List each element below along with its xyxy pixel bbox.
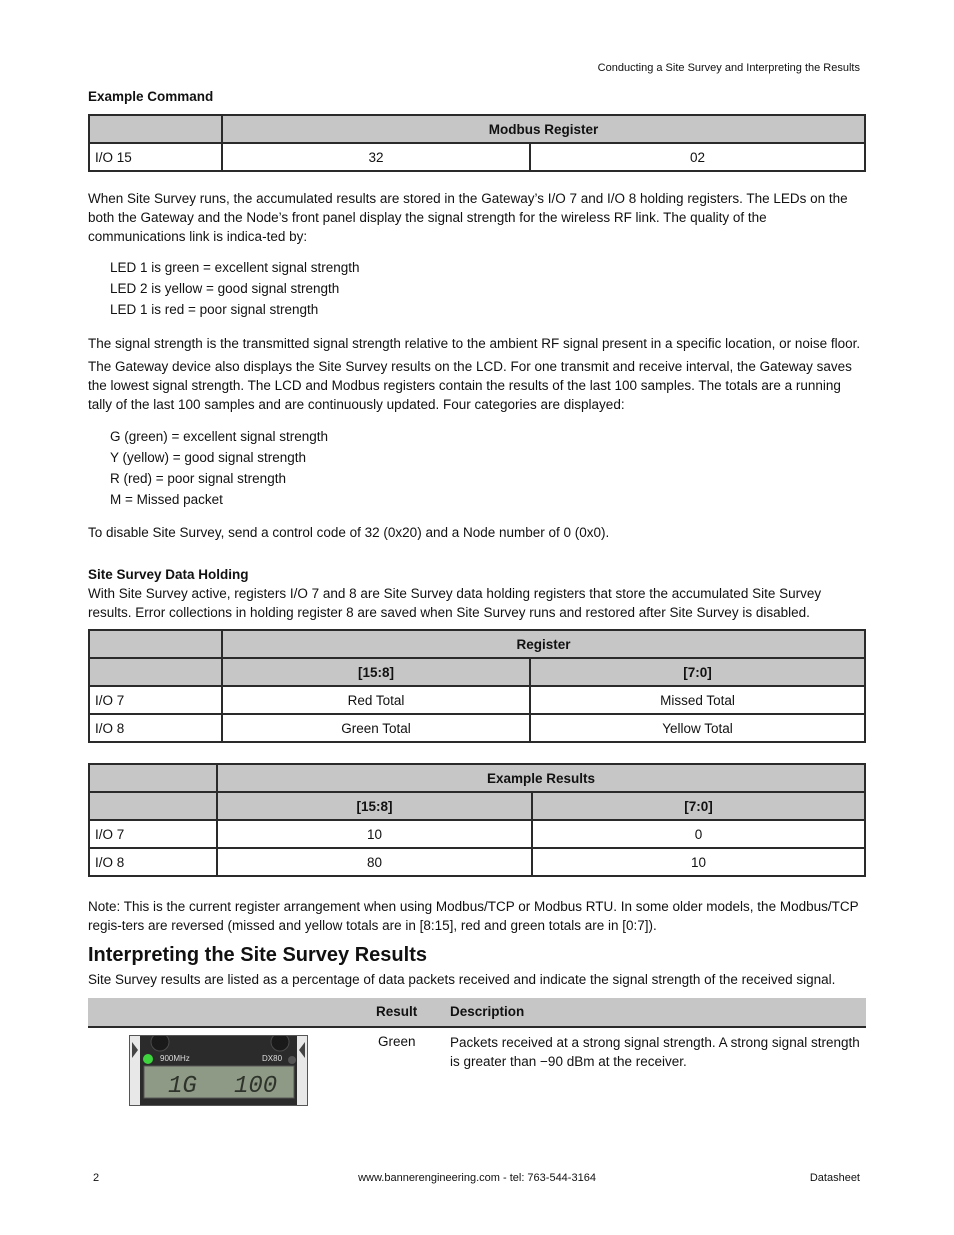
list-item: LED 1 is green = excellent signal strength [110, 260, 360, 275]
table-row [89, 686, 865, 714]
row-label: I/O 7 [89, 686, 222, 714]
table-row [89, 143, 865, 171]
table-cell: Yellow Total [530, 714, 865, 742]
list-item: G (green) = excellent signal strength [110, 429, 328, 444]
table-corner-cell [89, 658, 222, 686]
disable-paragraph: To disable Site Survey, send a control code of 32 (0x20) and a Node number of 0 (0x0). [88, 525, 610, 540]
led-list [110, 257, 360, 320]
band-label: 900MHz [160, 1054, 190, 1063]
list-item: LED 2 is yellow = good signal strength [110, 281, 340, 296]
list-item: M = Missed packet [110, 492, 223, 507]
led-indicator-icon [143, 1054, 153, 1064]
table-cell: 0 [532, 820, 865, 848]
result-description: Packets received at a strong signal strength. A strong signal strength is greater than −90 dBm at the receiver. [450, 1035, 860, 1069]
table-header: Example Results [217, 764, 865, 792]
lcd-paragraph: The Gateway device also displays the Site Survey results on the LCD. For one transmit and receive interval, the Gateway saves the lowest signal strength. The LCD and Modbus registers contain the results of the last 100 samples. The totals are a running tally of the last 100 samples and are continuously updated. Four categories are displayed: [88, 359, 852, 412]
register-table [88, 629, 866, 743]
data-holding-heading: Site Survey Data Holding [88, 567, 249, 582]
table-header: Modbus Register [222, 115, 865, 143]
table-cell: Red Total [222, 686, 530, 714]
example-command-heading: Example Command [88, 89, 214, 104]
row-label: I/O 7 [89, 820, 217, 848]
row-label: I/O 8 [89, 714, 222, 742]
table-cell: 10 [532, 848, 865, 876]
section-title: Interpreting the Site Survey Results [88, 944, 427, 966]
example-results-table [88, 763, 866, 877]
table-row [89, 820, 865, 848]
result-value: Green [378, 1034, 416, 1049]
table-corner-cell [89, 764, 217, 792]
column-header: [15:8] [222, 658, 530, 686]
note-paragraph: Note: This is the current register arrangement when using Modbus/TCP or Modbus RTU. In some older models, the Modbus/TCP regis-ters are reversed (missed and yellow totals are in [8:15], red and green totals are in [0:7]). [88, 899, 859, 933]
list-item: R (red) = poor signal strength [110, 471, 286, 486]
table-cell: 80 [217, 848, 532, 876]
column-header-description: Description [450, 1004, 525, 1019]
results-table-header [88, 998, 866, 1028]
column-header: [7:0] [530, 658, 865, 686]
table-cell: 32 [222, 143, 530, 171]
interpreting-intro: Site Survey results are listed as a percentage of data packets received and indicate the signal strength of the received signal. [88, 972, 836, 987]
table-corner-cell [89, 792, 217, 820]
table-header: Register [222, 630, 865, 658]
list-item: Y (yellow) = good signal strength [110, 450, 306, 465]
category-list [110, 426, 328, 510]
lcd-left-readout: 1G [168, 1073, 197, 1100]
table-cell: Green Total [222, 714, 530, 742]
device-panel-graphic [130, 1036, 307, 1105]
column-header-result: Result [376, 1004, 418, 1019]
row-label: I/O 8 [89, 848, 217, 876]
table-corner-cell [89, 115, 222, 143]
data-holding-paragraph: With Site Survey active, registers I/O 7 and 8 are Site Survey data holding registers that store the accumulated Site Survey results. Error collections in holding register 8 are saved when Site Survey runs and restored after Site Survey is disabled. [88, 586, 822, 620]
lcd-right-readout: 100 [234, 1073, 278, 1100]
model-label: DX80 [262, 1054, 283, 1063]
column-header: [15:8] [217, 792, 532, 820]
table-cell: 02 [530, 143, 865, 171]
row-label: I/O 15 [89, 143, 222, 171]
table-cell: Missed Total [530, 686, 865, 714]
table-corner-cell [89, 630, 222, 658]
example-command-table [88, 114, 866, 172]
table-cell: 10 [217, 820, 532, 848]
footer-contact: www.bannerengineering.com - tel: 763-544-3164 [358, 1172, 596, 1184]
running-header: Conducting a Site Survey and Interpreting the Results [597, 62, 860, 74]
list-item: LED 1 is red = poor signal strength [110, 302, 319, 317]
table-row [89, 848, 865, 876]
column-header: [7:0] [532, 792, 865, 820]
footer-doc-type: Datasheet [809, 1172, 860, 1184]
table-row [89, 714, 865, 742]
device-lcd-image [129, 1035, 308, 1106]
page-number: 2 [93, 1172, 100, 1184]
signal-paragraph: The signal strength is the transmitted signal strength relative to the ambient RF signal present in a specific location, or noise floor. [88, 336, 861, 351]
intro-paragraph: When Site Survey runs, the accumulated results are stored in the Gateway’s I/O 7 and I/O 8 holding registers. The LEDs on the both the Gateway and the Node’s front panel display the signal strength for the wireless RF link. The quality of the communications link is indica-ted by: [88, 191, 848, 244]
